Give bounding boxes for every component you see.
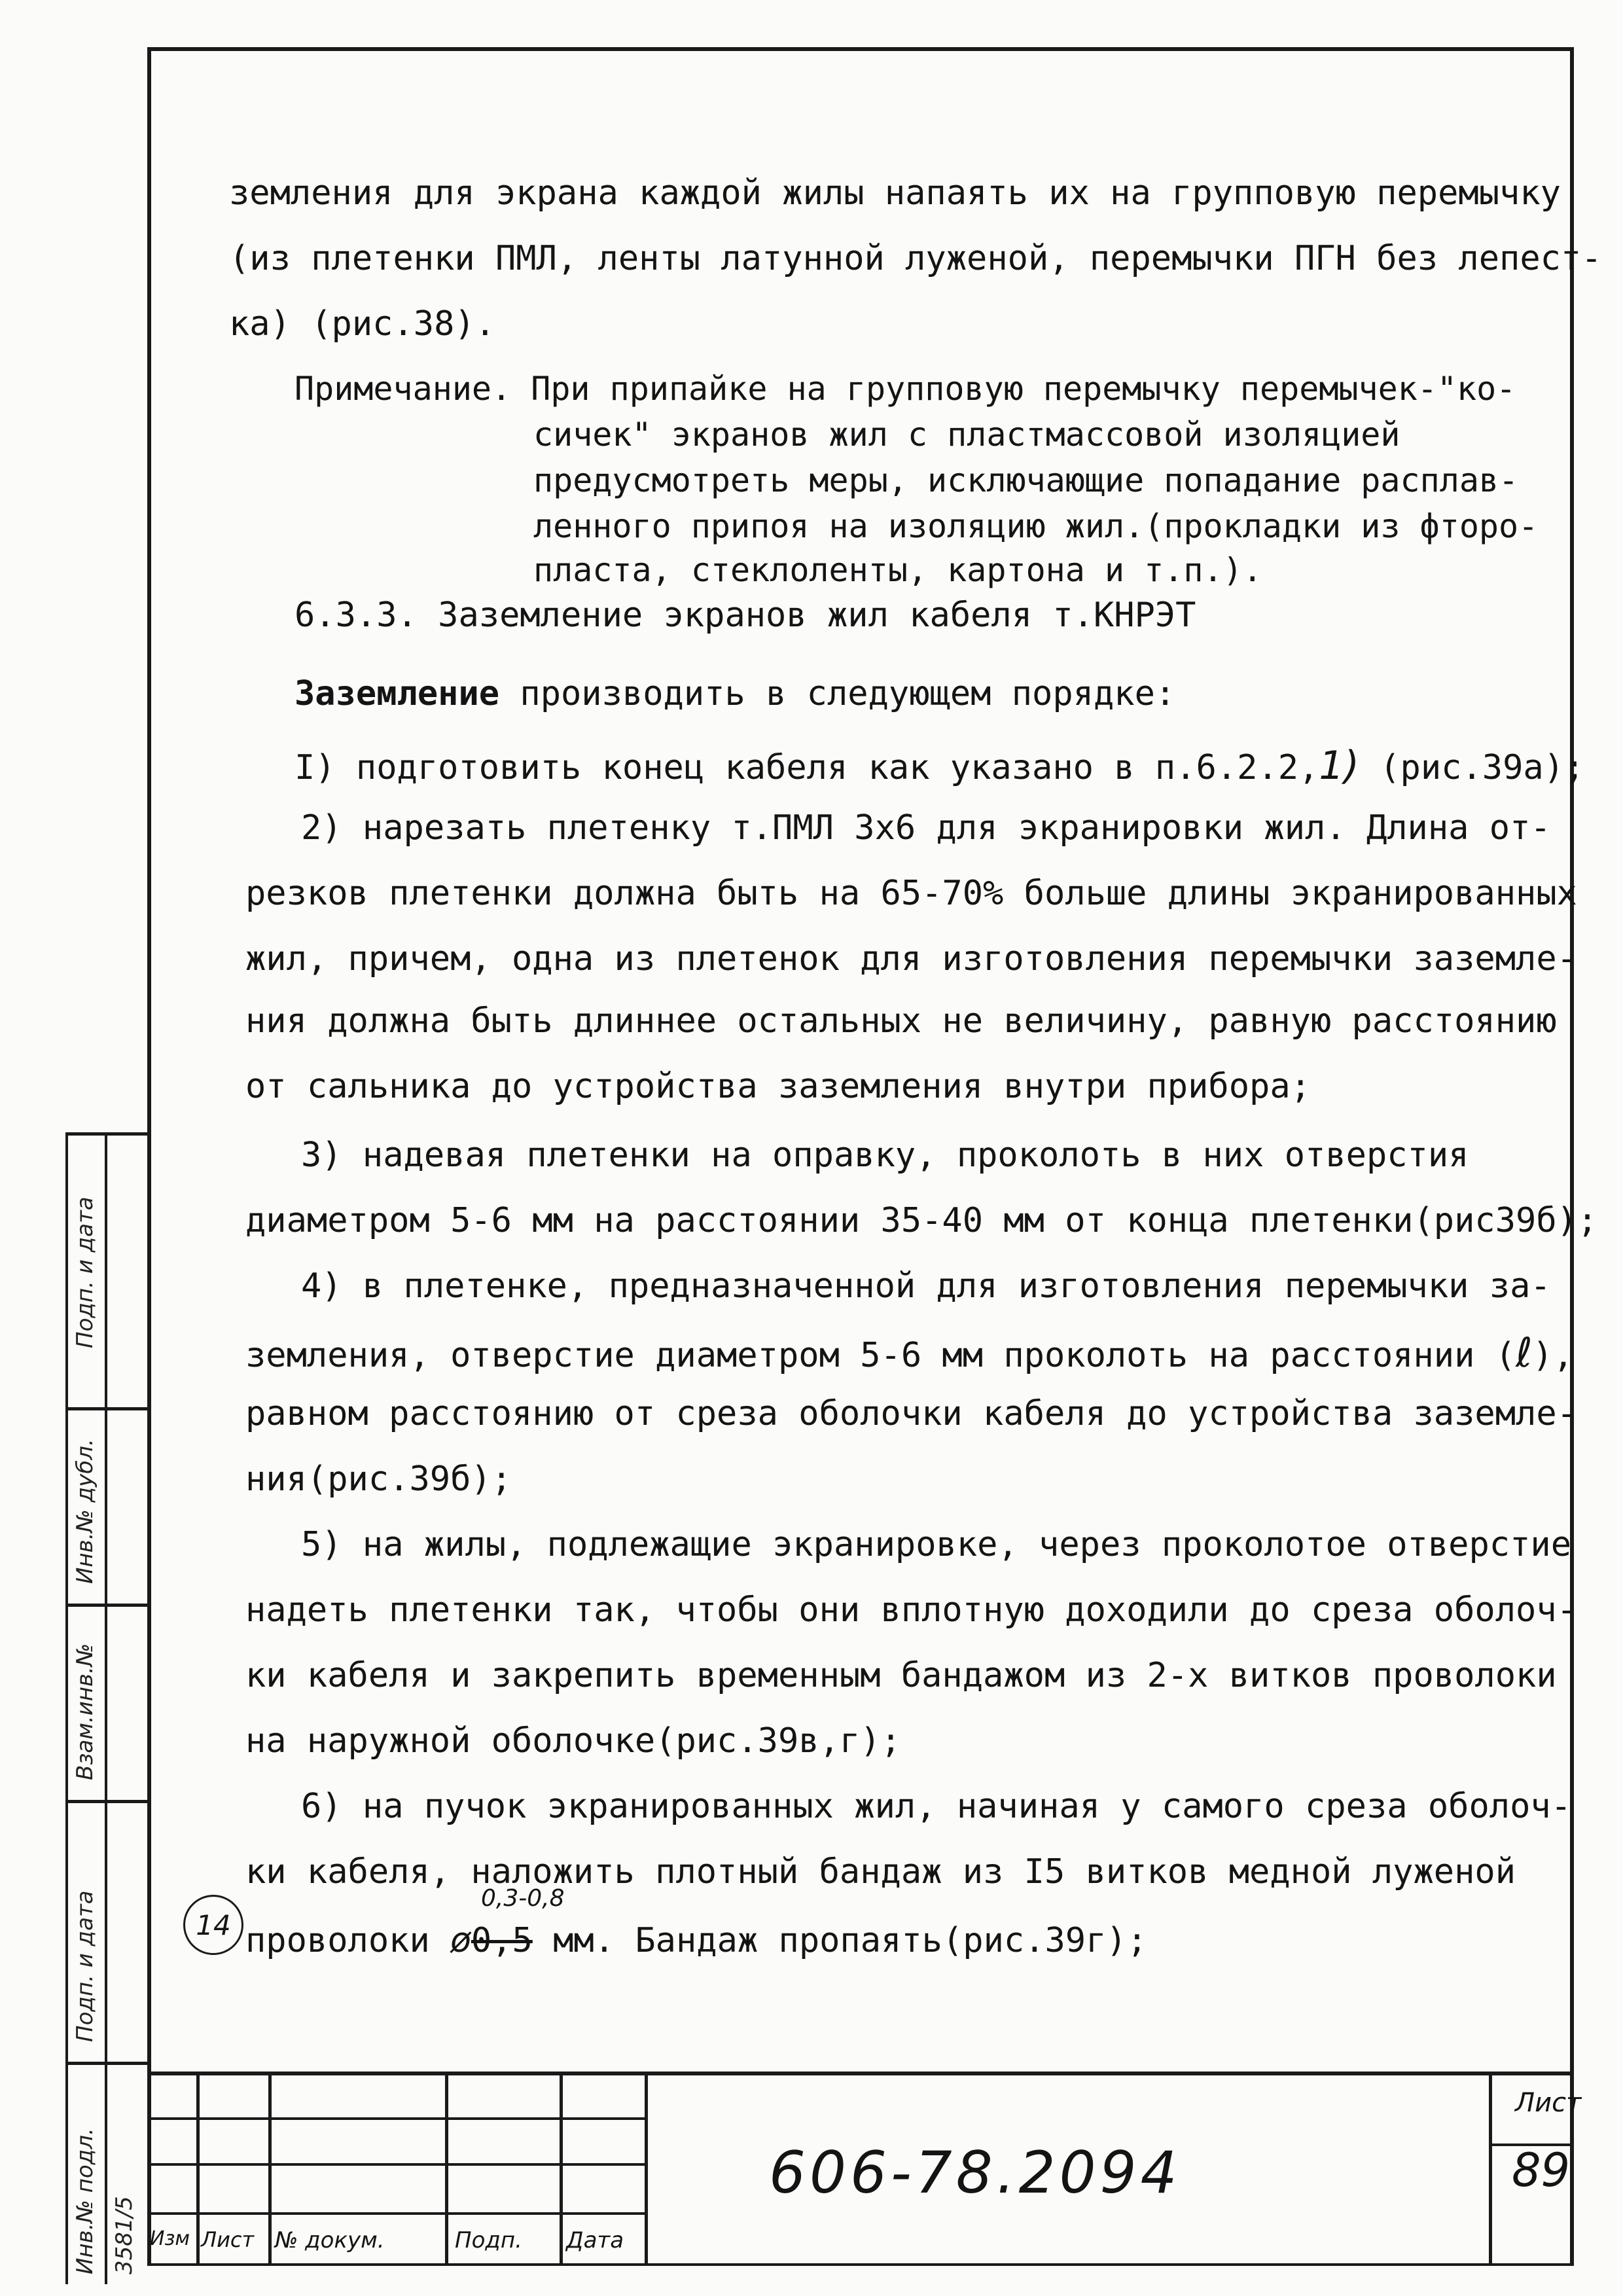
tb-line: [268, 2072, 272, 2266]
text-line: надеть плетенки так, чтобы они вплотную доходили до среза оболоч-: [245, 1590, 1577, 1630]
list-item: 2) нарезать плетенку т.ПМЛ 3х6 для экранировки жил. Длина от-: [301, 808, 1551, 848]
text-line: (из плетенки ПМЛ, ленты латунной луженой, перемычки ПГН без лепест-: [229, 239, 1602, 278]
text-line: ния(рис.39б);: [245, 1460, 512, 1499]
tb-line: [445, 2072, 448, 2266]
circled-number: 14: [183, 1895, 243, 1955]
text-line: ка) (рис.38).: [229, 304, 495, 344]
text-line: ки кабеля и закрепить временным бандажом из 2-х витков проволоки: [245, 1656, 1557, 1695]
margin-stamp: [65, 1132, 147, 2284]
struck-value: 0,5: [471, 1921, 533, 1960]
tb-line: [1489, 2072, 1492, 2266]
tb-line: [196, 2072, 200, 2266]
text-line: диаметром 5-6 мм на расстоянии 35-40 мм от конца плетенки(рис39б);: [245, 1201, 1598, 1240]
text-line: ки кабеля, наложить плотный бандаж из I5 витков медной луженой: [245, 1852, 1516, 1892]
text-line: равном расстоянию от среза оболочки кабеля до устройства заземле-: [245, 1394, 1577, 1433]
text-span: проволоки: [245, 1921, 451, 1960]
stamp-label: Подп. и дата: [72, 1890, 98, 2042]
text-line: от сальника до устройства заземления внутри прибора;: [245, 1067, 1311, 1106]
note-line: пласта, стеклоленты, картона и т.п.).: [533, 551, 1262, 589]
diameter-symbol: ø: [450, 1921, 471, 1960]
tb-line: [147, 2072, 1574, 2075]
stamp-label: Инв.№ дубл.: [72, 1439, 98, 1584]
text-line: жил, причем, одна из плетенок для изготовления перемычки заземле-: [245, 939, 1577, 978]
list-item: 6) на пучок экранированных жил, начиная у самого среза оболоч-: [301, 1787, 1572, 1826]
list-item: 5) на жилы, подлежащие экранировке, через проколотое отверстие: [301, 1525, 1572, 1564]
text-line: [294, 674, 1175, 713]
tb-label: Подп.: [455, 2227, 522, 2253]
tb-line: [645, 2072, 648, 2266]
list-item: 3) надевая плетенки на оправку, проколоть в них отверстия: [301, 1136, 1469, 1175]
text-line: ния должна быть длиннее остальных не величину, равную расстоянию: [245, 1001, 1557, 1041]
tb-line: [147, 2263, 1574, 2266]
sheet-label: Лист: [1515, 2088, 1582, 2118]
document-number: 606-78.2094: [769, 2139, 1181, 2206]
list-item: [294, 743, 1584, 789]
handwritten-letter: ℓ: [1516, 1329, 1533, 1376]
note-line: ленного припоя на изоляцию жил.(прокладки из фторо-: [533, 507, 1539, 545]
text-span: производить в следующем порядке:: [499, 674, 1176, 713]
overtyped-word: Заземление: [294, 674, 500, 713]
section-heading: 6.3.3. Заземление экранов жил кабеля т.КНРЭТ: [294, 596, 1196, 635]
text-span: земления, отверстие диаметром 5-6 мм проколоть на расстоянии (: [245, 1336, 1516, 1375]
stamp-label: Взам.инв.№: [72, 1643, 98, 1780]
text-span: мм. Бандаж пропаять(рис.39г);: [532, 1921, 1148, 1960]
text-line: на наружной оболочке(рис.39в,г);: [245, 1721, 901, 1761]
text-span: I) подготовить конец кабеля как указано в п.6.2.2,: [294, 748, 1319, 787]
sheet-number: 89: [1512, 2144, 1571, 2197]
text-line: резков плетенки должна быть на 65-70% больше длины экранированных: [245, 874, 1577, 913]
tb-label: Дата: [566, 2227, 624, 2253]
note-line: предусмотреть меры, исключающие попадание расплав-: [533, 461, 1519, 499]
note-line: Примечание. При припайке на групповую перемычку перемычек-"ко-: [294, 370, 1516, 408]
tb-line: [560, 2072, 563, 2266]
tb-label: Лист: [201, 2227, 255, 2252]
tb-line: [147, 2212, 645, 2215]
tb-label: Изм: [150, 2227, 190, 2250]
text-span: (рис.39а);: [1359, 748, 1585, 787]
tb-line: [147, 2163, 645, 2166]
text-span: ),: [1532, 1336, 1574, 1375]
text-line: [245, 1921, 1147, 1960]
tb-line: [147, 2117, 645, 2120]
text-line: земления для экрана каждой жилы напаять их на групповую перемычку: [229, 173, 1561, 213]
text-line: [245, 1329, 1573, 1376]
stamp-label: Подп. и дата: [72, 1196, 98, 1348]
stamp-value: 3581/5: [111, 2196, 137, 2274]
stamp-label: Инв.№ подл.: [72, 2128, 98, 2274]
handwritten-correction: 1): [1319, 743, 1359, 789]
tb-label: № докум.: [275, 2227, 385, 2253]
handwritten-correction: 0,3-0,8: [481, 1885, 565, 1912]
note-line: сичек" экранов жил с пластмассовой изоляцией: [533, 416, 1400, 454]
list-item: 4) в плетенке, предназначенной для изготовления перемычки за-: [301, 1266, 1551, 1306]
